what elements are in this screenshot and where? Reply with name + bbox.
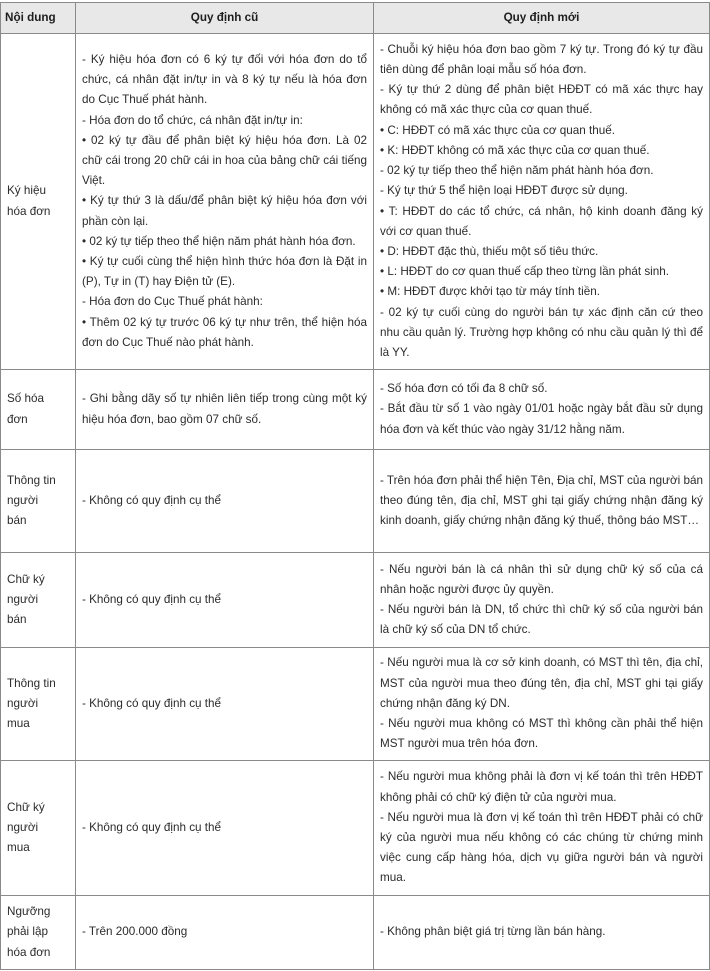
- old-rule-cell-line: • Ký tự cuối cùng thể hiện hình thức hóa đơn là Đặt in (P), Tự in (T) hay Điện tử (E).: [82, 255, 367, 289]
- old-rule-cell-line: - Không có quy định cụ thể: [82, 696, 222, 710]
- old-rule-cell: [76, 761, 374, 896]
- table-row: [1, 34, 710, 370]
- old-rule-cell-line: - Hóa đơn do Cục Thuế phát hành:: [82, 295, 263, 309]
- old-rule-cell-line: • Ký tự thứ 3 là dấu/để phân biệt ký hiệu hóa đơn với phần còn lại.: [82, 194, 367, 228]
- old-rule-cell: [76, 450, 374, 553]
- table-row: [1, 896, 710, 970]
- new-rule-cell-line: • L: HĐĐT do cơ quan thuế cấp theo từng lần phát sinh.: [380, 265, 670, 279]
- topic-cell-line: bán: [7, 613, 27, 627]
- comparison-table: [0, 2, 710, 970]
- old-rule-cell-line: • 02 ký tự tiếp theo thể hiện năm phát hành hóa đơn.: [82, 234, 356, 248]
- old-rule-cell: [76, 34, 374, 370]
- new-rule-cell-line: - Số hóa đơn có tối đa 8 chữ số.: [380, 382, 548, 396]
- table-row: [1, 450, 710, 553]
- old-rule-cell-line: - Ký hiệu hóa đơn có 6 ký tự đối với hóa đơn do tổ chức, cá nhân đặt in/tự in và 8 ký tự nếu là hóa đơn do Cục Thuế phát hành.: [82, 52, 367, 107]
- new-rule-cell: [374, 553, 710, 648]
- old-rule-cell-line: • 02 ký tự đầu để phân biệt ký hiệu hóa đơn. Là 02 chữ cái trong 20 chữ cái in hoa của bảng chữ cái tiếng Việt.: [82, 133, 367, 188]
- topic-cell-line: bán: [7, 514, 27, 528]
- topic-cell-line: Số hóa: [7, 392, 45, 406]
- new-rule-cell: [374, 450, 710, 553]
- header-topic: Nội dung: [1, 3, 76, 34]
- old-rule-cell-line: • Thêm 02 ký tự trước 06 ký tự như trên, thể hiện hóa đơn do Cục Thuế nào phát hành.: [82, 315, 367, 349]
- table-row: [1, 553, 710, 648]
- topic-cell-line: mua: [7, 717, 30, 731]
- topic-cell-line: người: [7, 696, 39, 710]
- table-header-row: [1, 3, 710, 34]
- topic-cell-line: người: [7, 592, 39, 606]
- new-rule-cell-line: - Nếu người mua là cơ sở kinh doanh, có MST thì tên, địa chỉ, MST của người mua theo đúng tên, địa chỉ, MST ghi tại giấy chứng nhận đăng ký DN.: [380, 656, 703, 710]
- old-rule-cell-line: - Ghi bằng dãy số tự nhiên liên tiếp trong cùng một ký hiệu hóa đơn, bao gồm 07 chữ số.: [82, 392, 367, 426]
- topic-cell: [1, 450, 76, 553]
- new-rule-cell-line: - Nếu người bán là DN, tổ chức thì chữ ký số của người bán là chữ ký số của DN tổ chức.: [380, 603, 703, 637]
- topic-cell-line: Thông tin: [7, 676, 56, 690]
- topic-cell-line: Chữ ký: [7, 572, 45, 586]
- new-rule-cell-line: - Chuỗi ký hiệu hóa đơn bao gồm 7 ký tự. Trong đó ký tự đầu tiên dùng để phân loại mẫu số hóa đơn.: [380, 42, 703, 77]
- topic-cell: [1, 761, 76, 896]
- table-row: [1, 648, 710, 761]
- new-rule-cell: [374, 896, 710, 970]
- new-rule-cell-line: • T: HĐĐT do các tổ chức, cá nhân, hộ kinh doanh đăng ký với cơ quan thuế.: [380, 204, 703, 238]
- old-rule-cell-line: - Trên 200.000 đồng: [82, 925, 188, 939]
- new-rule-cell-line: - Trên hóa đơn phải thể hiện Tên, Địa chỉ, MST của người bán theo đúng tên, địa chỉ, MST ghi tại giấy chứng nhận đăng ký kinh doanh, giấy chứng nhận đăng ký thuế, thông báo MST…: [380, 473, 703, 528]
- topic-cell-line: phải lập: [7, 925, 48, 939]
- old-rule-cell-line: - Không có quy định cụ thể: [82, 820, 222, 834]
- topic-cell: [1, 370, 76, 450]
- old-rule-cell: [76, 370, 374, 450]
- topic-cell-line: Ngưỡng: [7, 905, 51, 919]
- new-rule-cell-line: - Nếu người bán là cá nhân thì sử dụng chữ ký số của cá nhân hoặc người được ủy quyền.: [380, 562, 703, 596]
- new-rule-cell-line: - Nếu người mua là đơn vị kế toán thì trên HĐĐT phải có chữ ký của người mua nếu không có các chúng từ chứng minh việc cung cấp hàng hóa, dịch vụ giữa người bán và người mua.: [380, 810, 703, 885]
- topic-cell-line: người: [7, 820, 39, 834]
- topic-cell-line: người: [7, 493, 39, 507]
- header-old-rule: Quy định cũ: [76, 3, 374, 34]
- new-rule-cell-line: • K: HĐĐT không có mã xác thực của cơ quan thuế.: [380, 143, 650, 157]
- old-rule-cell-line: - Hóa đơn do tổ chức, cá nhân đặt in/tự in:: [82, 113, 303, 127]
- topic-cell-line: mua: [7, 841, 30, 855]
- new-rule-cell-line: • C: HĐĐT có mã xác thực của cơ quan thuế.: [380, 123, 616, 137]
- new-rule-cell: [374, 370, 710, 450]
- new-rule-cell-line: - Nếu người mua không có MST thì không cần phải thể hiện MST người mua trên hóa đơn.: [380, 717, 703, 751]
- topic-cell: [1, 896, 76, 970]
- table-row: [1, 370, 710, 450]
- topic-cell: [1, 648, 76, 761]
- topic-cell-line: Chữ ký: [7, 800, 45, 814]
- new-rule-cell-line: - Ký tự thứ 2 dùng để phân biệt HĐĐT có mã xác thực hay không có mã xác thực của cơ quan thuế.: [380, 83, 703, 117]
- topic-cell: [1, 34, 76, 370]
- new-rule-cell-line: - Không phân biệt giá trị từng lần bán hàng.: [380, 925, 606, 939]
- new-rule-cell: [374, 648, 710, 761]
- header-new-rule: Quy định mới: [374, 3, 710, 34]
- old-rule-cell: [76, 648, 374, 761]
- new-rule-cell: [374, 34, 710, 370]
- table-row: [1, 761, 710, 896]
- topic-cell-line: Thông tin: [7, 473, 56, 487]
- old-rule-cell-line: - Không có quy định cụ thể: [82, 592, 222, 606]
- new-rule-cell: [374, 761, 710, 896]
- new-rule-cell-line: - 02 ký tự cuối cùng do người bán tự xác định căn cứ theo nhu cầu quản lý. Trường hợp không có nhu cầu quản lý thì để là YY.: [380, 305, 703, 359]
- new-rule-cell-line: - Nếu người mua không phải là đơn vị kế toán thì trên HĐĐT không phải có chữ ký điện tử của người mua.: [380, 770, 703, 804]
- topic-cell-line: đơn: [7, 412, 28, 426]
- old-rule-cell: [76, 896, 374, 970]
- new-rule-cell-line: • M: HĐĐT được khởi tạo từ máy tính tiền.: [380, 285, 600, 299]
- old-rule-cell-line: - Không có quy định cụ thể: [82, 493, 222, 507]
- topic-cell-line: hóa đơn: [7, 204, 51, 218]
- table-body: [1, 34, 710, 970]
- new-rule-cell-line: • D: HĐĐT đặc thù, thiếu một số tiêu thức.: [380, 244, 599, 258]
- old-rule-cell: [76, 553, 374, 648]
- topic-cell-line: Ký hiệu: [7, 184, 46, 198]
- new-rule-cell-line: - Bắt đầu từ số 1 vào ngày 01/01 hoặc ngày bắt đầu sử dụng hóa đơn và kết thúc vào ngày 31/12 hằng năm.: [380, 402, 703, 436]
- topic-cell: [1, 553, 76, 648]
- topic-cell-line: hóa đơn: [7, 945, 51, 959]
- new-rule-cell-line: - 02 ký tự tiếp theo thể hiện năm phát hành hóa đơn.: [380, 164, 654, 178]
- new-rule-cell-line: - Ký tự thứ 5 thể hiện loại HĐĐT được sử dụng.: [380, 184, 628, 198]
